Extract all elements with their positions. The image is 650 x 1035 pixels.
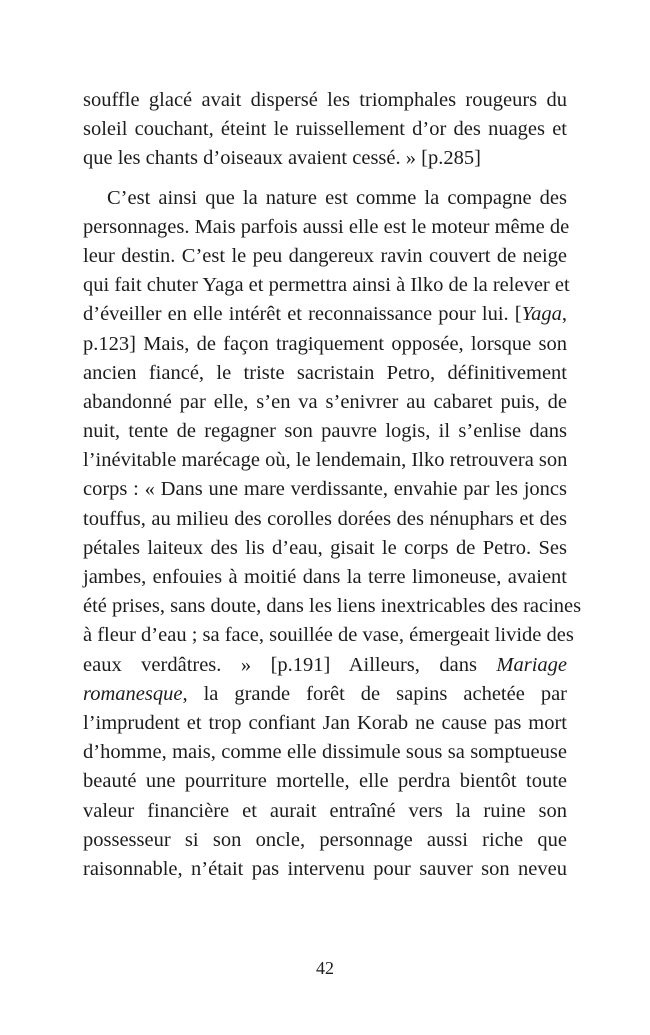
page-number: 42 (316, 958, 334, 978)
paragraph-1 (83, 86, 567, 174)
text-line: leur destin. C’est le peu dangereux ravin couvert de neige (83, 244, 567, 267)
text-line: l’imprudent et trop confiant Jan Korab ne cause pas mort (83, 711, 567, 734)
text-line: qui fait chuter Yaga et permettra ainsi à Ilko de la relever et (83, 274, 570, 297)
text-line: ancien fiancé, le triste sacristain Petro, définitivement (83, 361, 567, 384)
text-fragment: eaux verdâtres. » [p.191] Ailleurs, dans (83, 653, 477, 676)
text-line (83, 300, 567, 329)
text-fragment: , (561, 303, 567, 326)
text-line: possesseur si son oncle, personnage aussi riche que (83, 828, 567, 851)
text-line: jambes, enfouies à moitié dans la terre limoneuse, avaient (83, 566, 567, 588)
text-line (83, 680, 567, 709)
text-line: valeur financière et aurait entraîné vers la ruine son (83, 799, 567, 822)
text-line: à fleur d’eau ; sa face, souillée de vase, émergeait livide des (83, 624, 574, 647)
text-line: l’inévitable marécage où, le lendemain, Ilko retrouvera son (83, 449, 568, 472)
text-line: soleil couchant, éteint le ruissellement d’or des nuages et (83, 118, 567, 141)
text-fragment: d’éveiller en elle intérêt et reconnaissance pour lui. [ (83, 303, 522, 326)
text-line: nuit, tente de regagner son pauvre logis, il s’enlise dans (83, 420, 567, 443)
text-line: touffus, au milieu des corolles dorées des nénuphars et des (83, 507, 567, 530)
italic-title-romanesque: romanesque (83, 682, 183, 705)
text-line: que les chants d’oiseaux avaient cessé. » [p.285] (83, 147, 481, 170)
text-line: p.123] Mais, de façon tragiquement opposée, lorsque son (83, 332, 567, 355)
text-line: d’homme, mais, comme elle dissimule sous sa somptueuse (83, 741, 567, 764)
text-line: abandonné par elle, s’en va s’enivrer au cabaret puis, de (83, 390, 567, 413)
text-line: corps : « Dans une mare verdissante, envahie par les joncs (83, 478, 567, 501)
text-line (83, 651, 567, 680)
italic-title-mariage: Mariage (496, 653, 567, 676)
text-line: C’est ainsi que la nature est comme la compagne des (107, 186, 567, 209)
text-line: souffle glacé avait dispersé les triomphales rougeurs du (83, 89, 567, 111)
text-fragment: , la grande forêt de sapins achetée par (182, 682, 567, 705)
italic-title-yaga: Yaga (521, 303, 562, 326)
text-line: raisonnable, n’était pas intervenu pour sauver son neveu (83, 857, 567, 880)
text-line: beauté une pourriture mortelle, elle perdra bientôt toute (83, 770, 567, 793)
page-body (83, 86, 582, 884)
text-line: pétales laiteux des lis d’eau, gisait le corps de Petro. Ses (83, 536, 567, 559)
text-line: été prises, sans doute, dans les liens inextricables des racines (83, 595, 582, 618)
text-line: personnages. Mais parfois aussi elle est le moteur même de (83, 215, 570, 238)
paragraph-2 (83, 184, 582, 885)
